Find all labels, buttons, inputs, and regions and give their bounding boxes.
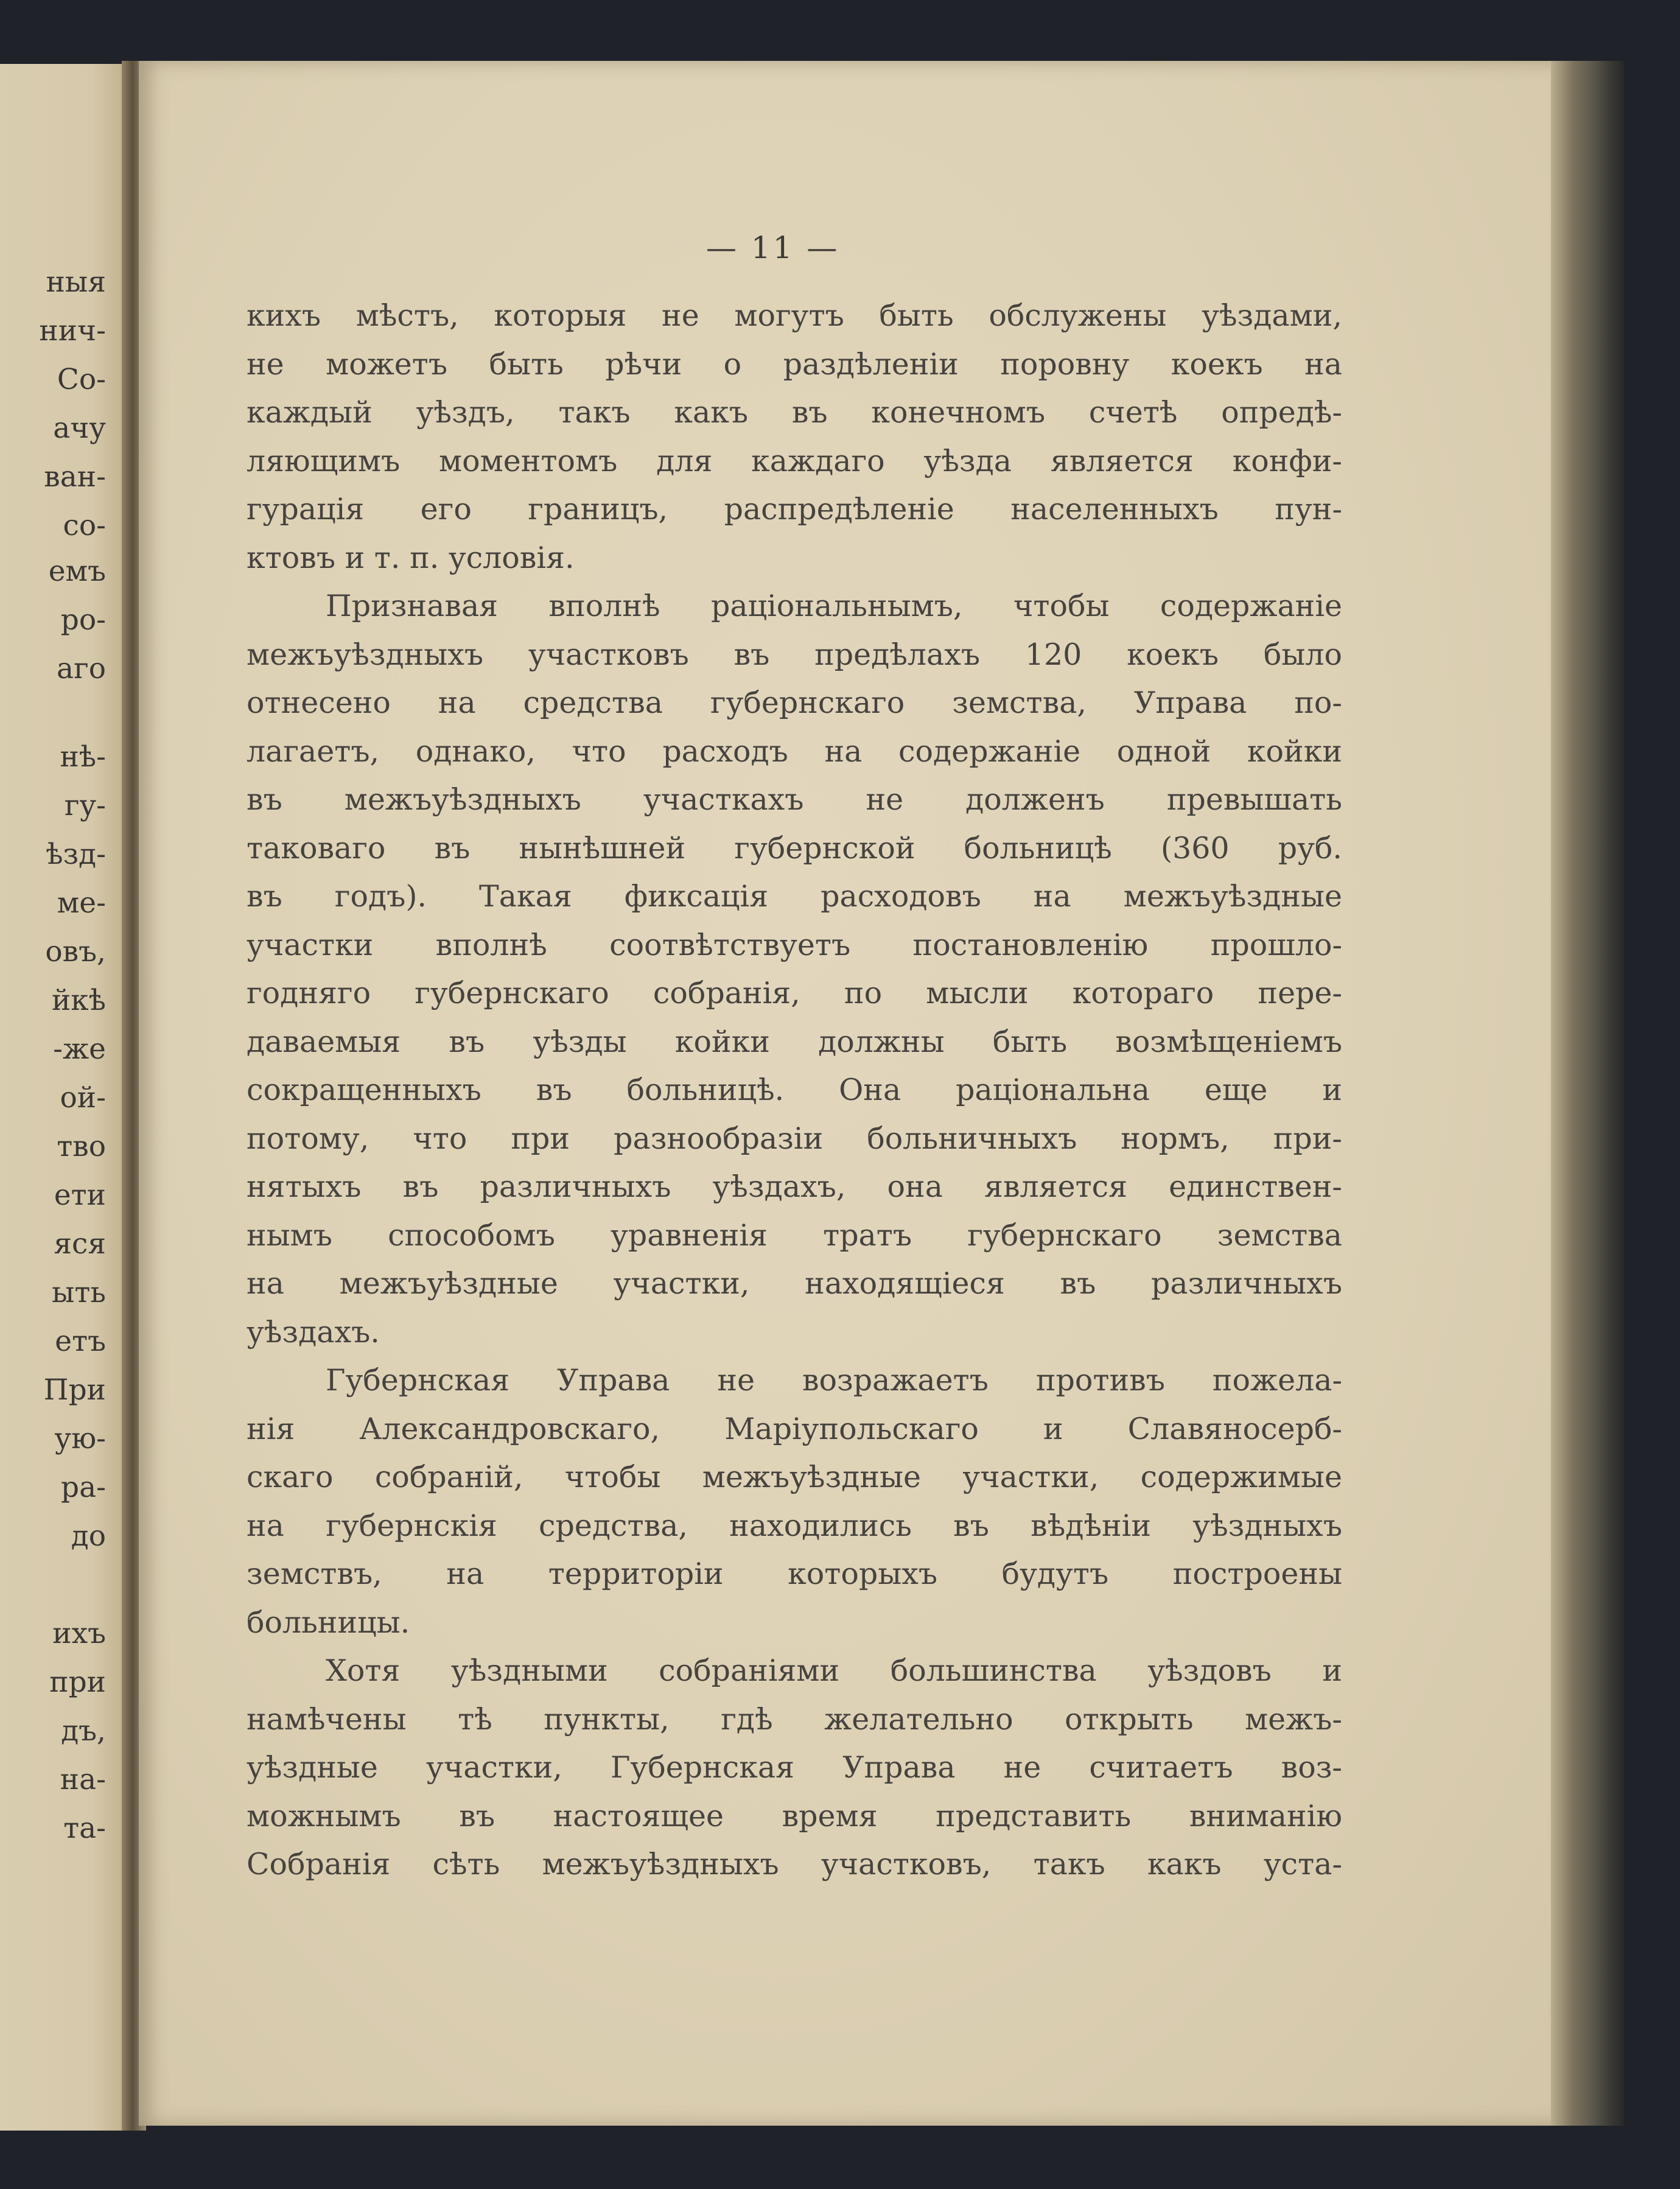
previous-page-fragment: при (49, 1665, 106, 1699)
text-line: въ межъуѣздныхъ участкахъ не долженъ превышать (247, 782, 1342, 817)
previous-page-fragment: овъ, (45, 935, 106, 968)
page-edge-stack (1551, 61, 1624, 2126)
previous-page-fragment: ван- (44, 460, 106, 494)
previous-page-fragment: до (71, 1519, 106, 1553)
text-line: каждый уѣздъ, такъ какъ въ конечномъ счетѣ опредѣ- (247, 395, 1342, 430)
previous-page-fragment: ой- (60, 1081, 106, 1115)
text-line: на межъуѣздные участки, находящіеся въ различныхъ (247, 1266, 1342, 1301)
text-line: не можетъ быть рѣчи о раздѣленіи поровну коекъ на (247, 346, 1342, 382)
previous-page-fragment: ети (54, 1179, 106, 1212)
text-line: ктовъ и т. п. условія. (247, 540, 575, 575)
text-line: кихъ мѣстъ, которыя не могутъ быть обслужены уѣздами, (247, 298, 1342, 333)
previous-page-fragment: ра- (61, 1471, 106, 1504)
text-line: въ годъ). Такая фиксація расходовъ на межъуѣздные (247, 879, 1342, 914)
previous-page-fragment: ме- (57, 886, 106, 920)
text-line: гурація его границъ, распредѣленіе населенныхъ пун- (247, 492, 1342, 527)
text-line: годняго губернскаго собранія, по мысли котораго пере- (247, 976, 1342, 1010)
previous-page-fragment: етъ (55, 1325, 106, 1358)
text-line: таковаго въ нынѣшней губернской больницѣ (360 руб. (247, 830, 1342, 866)
previous-page-fragment: ую- (54, 1422, 106, 1455)
previous-page-fragment: йкѣ (51, 984, 106, 1017)
previous-page-fragment: ачу (53, 412, 106, 445)
text-line: нятыхъ въ различныхъ уѣздахъ, она является единствен- (247, 1169, 1342, 1204)
text-line: сокращенныхъ въ больницѣ. Она раціональна еще и (247, 1073, 1342, 1107)
text-line: уѣздахъ. (247, 1314, 380, 1350)
previous-page-fragment: яся (54, 1227, 106, 1261)
text-line: даваемыя въ уѣзды койки должны быть возмѣщеніемъ (247, 1024, 1342, 1059)
previous-page-fragment: со- (63, 509, 106, 542)
previous-page-fragment: ныя (46, 265, 106, 299)
text-line: намѣчены тѣ пункты, гдѣ желательно открыть межъ- (247, 1701, 1342, 1737)
previous-page-fragment: -же (53, 1032, 106, 1066)
text-line: земствъ, на территоріи которыхъ будутъ построены (247, 1557, 1342, 1591)
previous-page-fragment: дъ, (61, 1714, 106, 1748)
previous-page-fragment: аго (57, 652, 106, 685)
previous-page-edge (0, 64, 131, 2131)
previous-page-text-fragments (0, 64, 114, 2131)
previous-page-fragment: нич- (39, 314, 106, 348)
text-line: больницы. (247, 1605, 410, 1640)
text-line: межъуѣздныхъ участковъ въ предѣлахъ 120 коекъ было (247, 637, 1342, 672)
text-line: нія Александровскаго, Маріупольскаго и Славяносерб- (247, 1411, 1342, 1446)
text-line: потому, что при разнообразіи больничныхъ нормъ, при- (247, 1121, 1342, 1156)
previous-page-fragment: та- (63, 1812, 106, 1845)
page-number: — 11 — (706, 230, 840, 265)
text-line: лагаетъ, однако, что расходъ на содержаніе одной койки (247, 734, 1342, 769)
previous-page-fragment: ихъ (52, 1617, 106, 1650)
previous-page-fragment: Со- (57, 363, 106, 396)
text-line: скаго собраній, чтобы межъуѣздные участки, содержимые (247, 1460, 1342, 1494)
text-line: участки вполнѣ соотвѣтствуетъ постановленію прошло- (247, 927, 1342, 962)
text-line: уѣздные участки, Губернская Управа не считаетъ воз- (247, 1750, 1342, 1785)
previous-page-fragment: тво (57, 1130, 106, 1163)
text-line: ляющимъ моментомъ для каждаго уѣзда является конфи- (247, 443, 1342, 478)
previous-page-fragment: гу- (64, 789, 106, 822)
previous-page-fragment: ро- (60, 603, 106, 637)
previous-page-fragment: нѣ- (60, 740, 106, 774)
text-line: отнесено на средства губернскаго земства, Управа по- (247, 685, 1342, 720)
previous-page-fragment: на- (60, 1763, 106, 1796)
previous-page-fragment: ыть (52, 1276, 106, 1309)
text-line: нымъ способомъ уравненія тратъ губернскаго земства (247, 1217, 1342, 1253)
previous-page-fragment: емъ (48, 555, 106, 588)
text-line: на губернскія средства, находились въ вѣдѣніи уѣздныхъ (247, 1508, 1342, 1543)
text-line: Хотя уѣздными собраніями большинства уѣздовъ и (326, 1653, 1342, 1688)
text-line: Губернская Управа не возражаетъ противъ пожела- (326, 1363, 1342, 1398)
text-line: можнымъ въ настоящее время представить вниманію (247, 1798, 1342, 1834)
previous-page-fragment: При (43, 1373, 106, 1407)
previous-page-fragment: ѣзд- (46, 838, 106, 871)
text-line: Признавая вполнѣ раціональнымъ, чтобы содержаніе (326, 589, 1342, 623)
text-line: Собранія сѣть межъуѣздныхъ участковъ, такъ какъ уста- (247, 1847, 1342, 1882)
